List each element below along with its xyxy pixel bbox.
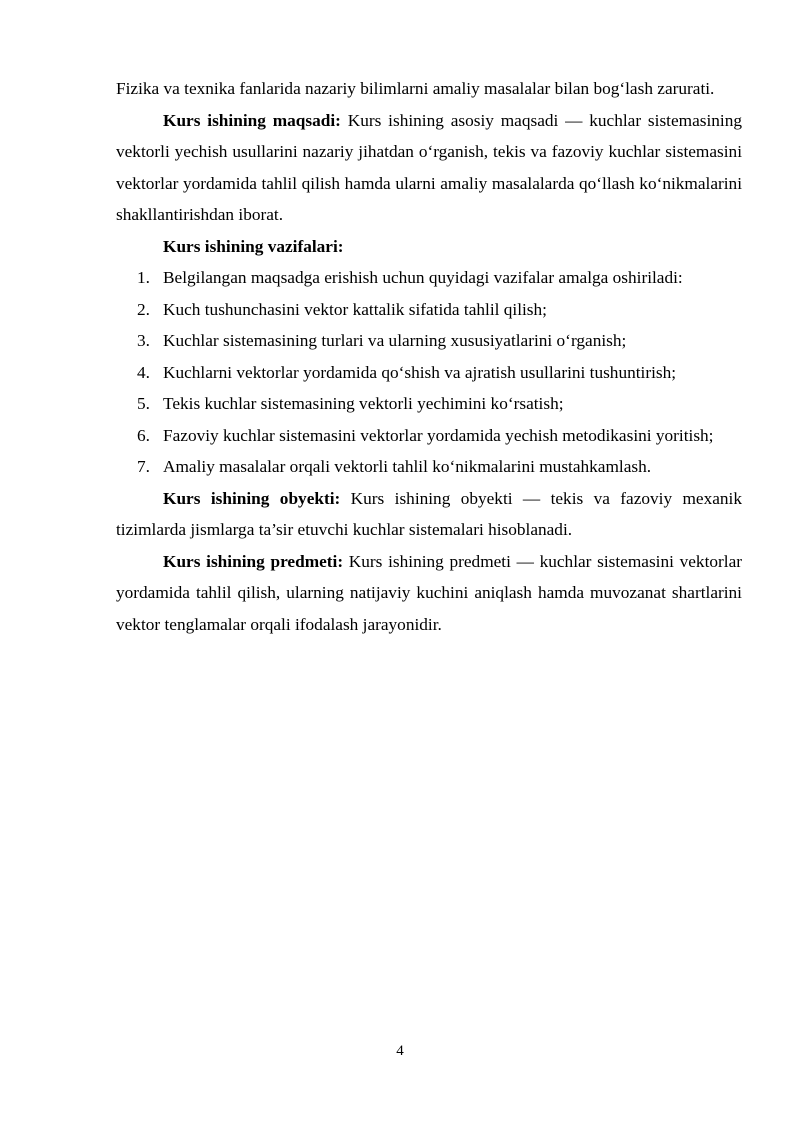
object-paragraph <box>116 483 742 546</box>
goal-paragraph <box>116 105 742 231</box>
list-item <box>116 357 742 389</box>
page-number: 4 <box>396 1043 404 1059</box>
list-item-number: 2. <box>137 299 150 319</box>
list-item <box>116 325 742 357</box>
object-label: Kurs ishining obyekti: <box>163 488 341 508</box>
goal-text: Kurs ishining asosiy maqsadi — kuchlar sistemasining vektorli yechish usullarini nazariy jihatdan o‘rganish, tekis va fazoviy kuchlar sistemasini vektorlar yordamida tahlil qilish hamda ularni amaliy masalalarda qo‘llash ko‘nikmalarini shakllantirishdan iborat. <box>116 110 743 224</box>
goal-label: Kurs ishining maqsadi: <box>163 110 341 130</box>
intro-paragraph <box>116 73 742 105</box>
list-item-number: 5. <box>137 394 150 413</box>
list-item <box>116 451 742 483</box>
subject-paragraph <box>116 546 742 641</box>
tasks-heading: Kurs ishining vazifalari: <box>163 236 344 256</box>
list-item-text: Kuchlarni vektorlar yordamida qo‘shish va ajratish usullarini tushuntirish; <box>163 362 677 382</box>
list-item <box>116 388 742 420</box>
list-item-text: Kuch tushunchasini vektor kattalik sifatida tahlil qilish; <box>163 299 547 319</box>
list-item <box>116 294 742 326</box>
list-item-number: 3. <box>137 331 150 350</box>
list-item-number: 7. <box>137 457 150 476</box>
list-item-number: 4. <box>137 362 150 382</box>
list-item <box>116 420 742 452</box>
list-item-number: 6. <box>137 425 150 445</box>
list-item-text: Tekis kuchlar sistemasining vektorli yechimini ko‘rsatish; <box>163 394 564 413</box>
tasks-list <box>116 262 742 483</box>
document-page <box>116 73 742 640</box>
list-item-text: Belgilangan maqsadga erishish uchun quyidagi vazifalar amalga oshiriladi: <box>163 268 683 287</box>
subject-label: Kurs ishining predmeti: <box>163 551 344 571</box>
object-text: Kurs ishining obyekti — tekis va fazoviy mexanik tizimlarda jismlarga ta’sir etuvchi kuchlar sistemalari hisoblanadi. <box>116 488 742 539</box>
list-item-number: 1. <box>137 268 150 287</box>
list-item-text: Fazoviy kuchlar sistemasini vektorlar yordamida yechish metodikasini yoritish; <box>163 425 714 445</box>
intro-text: Fizika va texnika fanlarida nazariy bilimlarni amaliy masalalar bilan bog‘lash zarurati. <box>116 79 715 98</box>
list-item-text: Amaliy masalalar orqali vektorli tahlil ko‘nikmalarini mustahkamlash. <box>163 457 652 476</box>
subject-text: Kurs ishining predmeti — kuchlar sistemasini vektorlar yordamida tahlil qilish, ularning natijaviy kuchini aniqlash hamda muvozanat shartlarini vektor tenglamalar orqali ifodalash jarayonidir. <box>116 551 743 634</box>
list-item-text: Kuchlar sistemasining turlari va ularning xususiyatlarini o‘rganish; <box>163 331 627 350</box>
list-item <box>116 262 742 294</box>
